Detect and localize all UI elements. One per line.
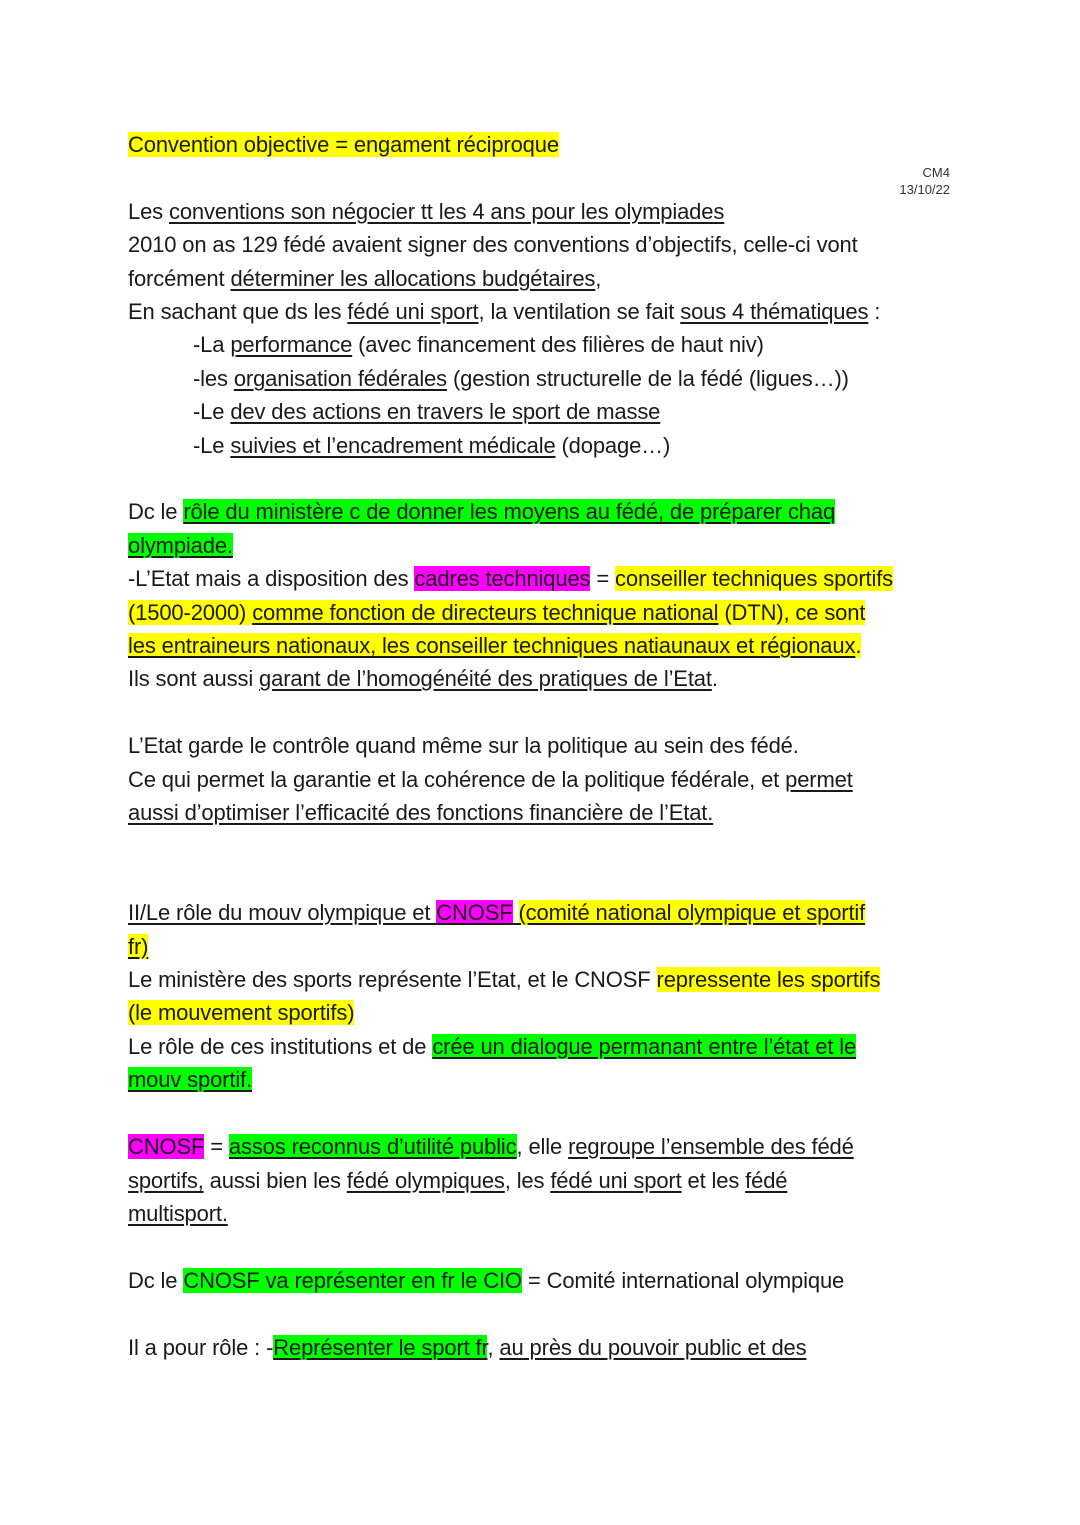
text: Dc le: [128, 499, 184, 525]
p3-line-2: [128, 763, 958, 796]
s2-line-2: [128, 996, 958, 1029]
underlined-text: fédé uni sport: [347, 299, 479, 325]
text: (DTN), ce sont: [718, 599, 866, 625]
p1-line-2: 2010 on as 129 fédé avaient signer des conventions d’objectifs, celle-ci vont: [128, 232, 858, 258]
course-code: CM4: [922, 165, 950, 180]
highlighted-text: fr): [128, 933, 149, 959]
p2-line-3: [128, 562, 958, 595]
text: -les: [193, 365, 234, 391]
highlighted-text: assos reconnus d’utilité public: [228, 1134, 517, 1160]
course-date: 13/10/22: [899, 182, 950, 197]
spacer: [128, 1097, 958, 1130]
heading-text: II/Le rôle du mouv olympique et: [128, 900, 437, 926]
p2-line-1: [128, 495, 958, 528]
underlined-text: dev des actions en travers le sport de masse: [230, 399, 661, 425]
highlighted-text: crée un dialogue permanant entre l’état et le: [432, 1033, 857, 1059]
p2-line-5: [128, 629, 958, 662]
p4-line-1: [128, 1130, 958, 1163]
underlined-text: sportifs,: [128, 1167, 204, 1193]
spacer: [128, 829, 958, 862]
spacer: [128, 1230, 958, 1263]
p2-line-2: [128, 529, 958, 562]
spacer: [128, 696, 958, 729]
p4-line-2: [128, 1164, 958, 1197]
text: ,: [487, 1334, 500, 1360]
text: , les: [504, 1167, 551, 1193]
theme-item-sport-de-masse: [128, 395, 958, 428]
underlined-text: organisation fédérales: [233, 365, 447, 391]
highlighted-text: CNOSF: [128, 1134, 205, 1160]
spacer: [128, 462, 958, 495]
underlined-text: sous 4 thématiques: [680, 299, 869, 325]
highlighted-text: mouv sportif.: [128, 1067, 252, 1093]
text: En sachant que ds les: [128, 299, 348, 325]
text: =: [204, 1134, 229, 1160]
highlighted-text: cadres techniques: [414, 566, 591, 592]
underlined-text: performance: [230, 332, 353, 358]
highlighted-text: conseiller techniques sportifs: [615, 566, 894, 592]
p2-line-6: [128, 662, 958, 695]
title-line: [128, 128, 958, 161]
text: forcément: [128, 265, 231, 291]
document-page: [128, 128, 958, 1364]
text: et les: [681, 1167, 746, 1193]
section2-heading: [128, 896, 958, 929]
text: (dopage…): [555, 432, 671, 458]
spacer: [128, 161, 958, 194]
highlighted-text: Représenter le sport fr: [273, 1334, 488, 1360]
p5-line-1: [128, 1264, 958, 1297]
text: , elle: [516, 1134, 569, 1160]
highlight-span: [128, 600, 865, 625]
theme-item-organisation: [128, 362, 958, 395]
s2-line-3: [128, 1030, 958, 1063]
p6-line-1: [128, 1331, 958, 1364]
text: Les: [128, 198, 169, 224]
text: (1500-2000): [128, 599, 253, 625]
theme-item-performance: [128, 328, 958, 361]
text: , la ventilation se fait: [478, 299, 681, 325]
highlighted-text: rôle du ministère c de donner les moyens au fédé, de préparer chaq: [183, 499, 836, 525]
p2-line-4: [128, 596, 958, 629]
highlighted-text: CNOSF: [436, 900, 513, 926]
underlined-text: aussi d’optimiser l’efficacité des fonctions financière de l’Etat.: [128, 800, 714, 826]
underlined-text: déterminer les allocations budgétaires: [230, 265, 596, 291]
text: (avec financement des filières de haut niv): [352, 332, 764, 358]
text: Ce qui permet la garantie et la cohérence de la politique fédérale, et: [128, 766, 786, 792]
text: [513, 900, 519, 925]
text: Le rôle de ces institutions et de: [128, 1033, 433, 1059]
underlined-text: garant de l’homogénéité des pratiques de l’Etat: [259, 666, 712, 692]
underlined-text: regroupe l’ensemble des fédé: [568, 1134, 854, 1160]
text: -Le: [193, 399, 231, 425]
underlined-text: multisport.: [128, 1200, 228, 1226]
underlined-text: comme fonction de directeurs technique national: [252, 599, 719, 625]
text: .: [711, 666, 718, 692]
document-title: Convention objective = engament réciproque: [128, 132, 559, 157]
text: Dc le: [128, 1267, 184, 1293]
text: -L’Etat mais a disposition des: [128, 566, 415, 592]
text: .: [855, 633, 862, 659]
theme-item-medical: [128, 429, 958, 462]
p1-line-3: [128, 262, 958, 295]
highlighted-text: repressente les sportifs: [656, 967, 881, 993]
p4-line-3: [128, 1197, 958, 1230]
underlined-text: fédé uni sport: [550, 1167, 682, 1193]
p1-line-1: [128, 195, 958, 228]
underlined-text: permet: [785, 766, 853, 792]
underlined-text: les entraineurs nationaux, les conseiller techniques natiaunaux et régionaux: [128, 633, 856, 659]
text: -Le: [193, 432, 231, 458]
text: Il a pour rôle : -: [128, 1334, 274, 1360]
text: Le ministère des sports représente l’Etat, et le CNOSF: [128, 967, 657, 993]
highlighted-text: (comité national olympique et sportif: [518, 900, 866, 926]
text: -La: [193, 332, 231, 358]
underlined-text: au près du pouvoir public et des: [499, 1334, 807, 1360]
s2-line-1: [128, 963, 958, 996]
section2-heading-cont: [128, 930, 958, 963]
highlighted-text: (le mouvement sportifs): [128, 1000, 355, 1026]
spacer: [128, 1297, 958, 1330]
spacer: [128, 863, 958, 896]
underlined-text: conventions son négocier tt les 4 ans pour les olympiades: [168, 198, 725, 224]
highlight-span: [128, 633, 861, 658]
underlined-text: fédé olympiques: [346, 1167, 505, 1193]
underlined-text: suivies et l’encadrement médicale: [230, 432, 556, 458]
s2-line-4: [128, 1063, 958, 1096]
p3-line-1: L’Etat garde le contrôle quand même sur la politique au sein des fédé.: [128, 733, 799, 759]
highlighted-text: CNOSF va représenter en fr le CIO: [183, 1267, 522, 1293]
text: ,: [595, 265, 602, 291]
text: = Comité international olympique: [521, 1267, 845, 1293]
text: Ils sont aussi: [128, 666, 260, 692]
text: :: [868, 299, 881, 325]
p3-line-3: [128, 796, 958, 829]
text: aussi bien les: [203, 1167, 347, 1193]
underlined-text: fédé: [745, 1167, 788, 1193]
p1-line-4: [128, 295, 958, 328]
highlighted-text: olympiade.: [128, 532, 233, 558]
text: =: [590, 566, 616, 592]
text: (gestion structurelle de la fédé (ligues…)): [447, 365, 849, 391]
